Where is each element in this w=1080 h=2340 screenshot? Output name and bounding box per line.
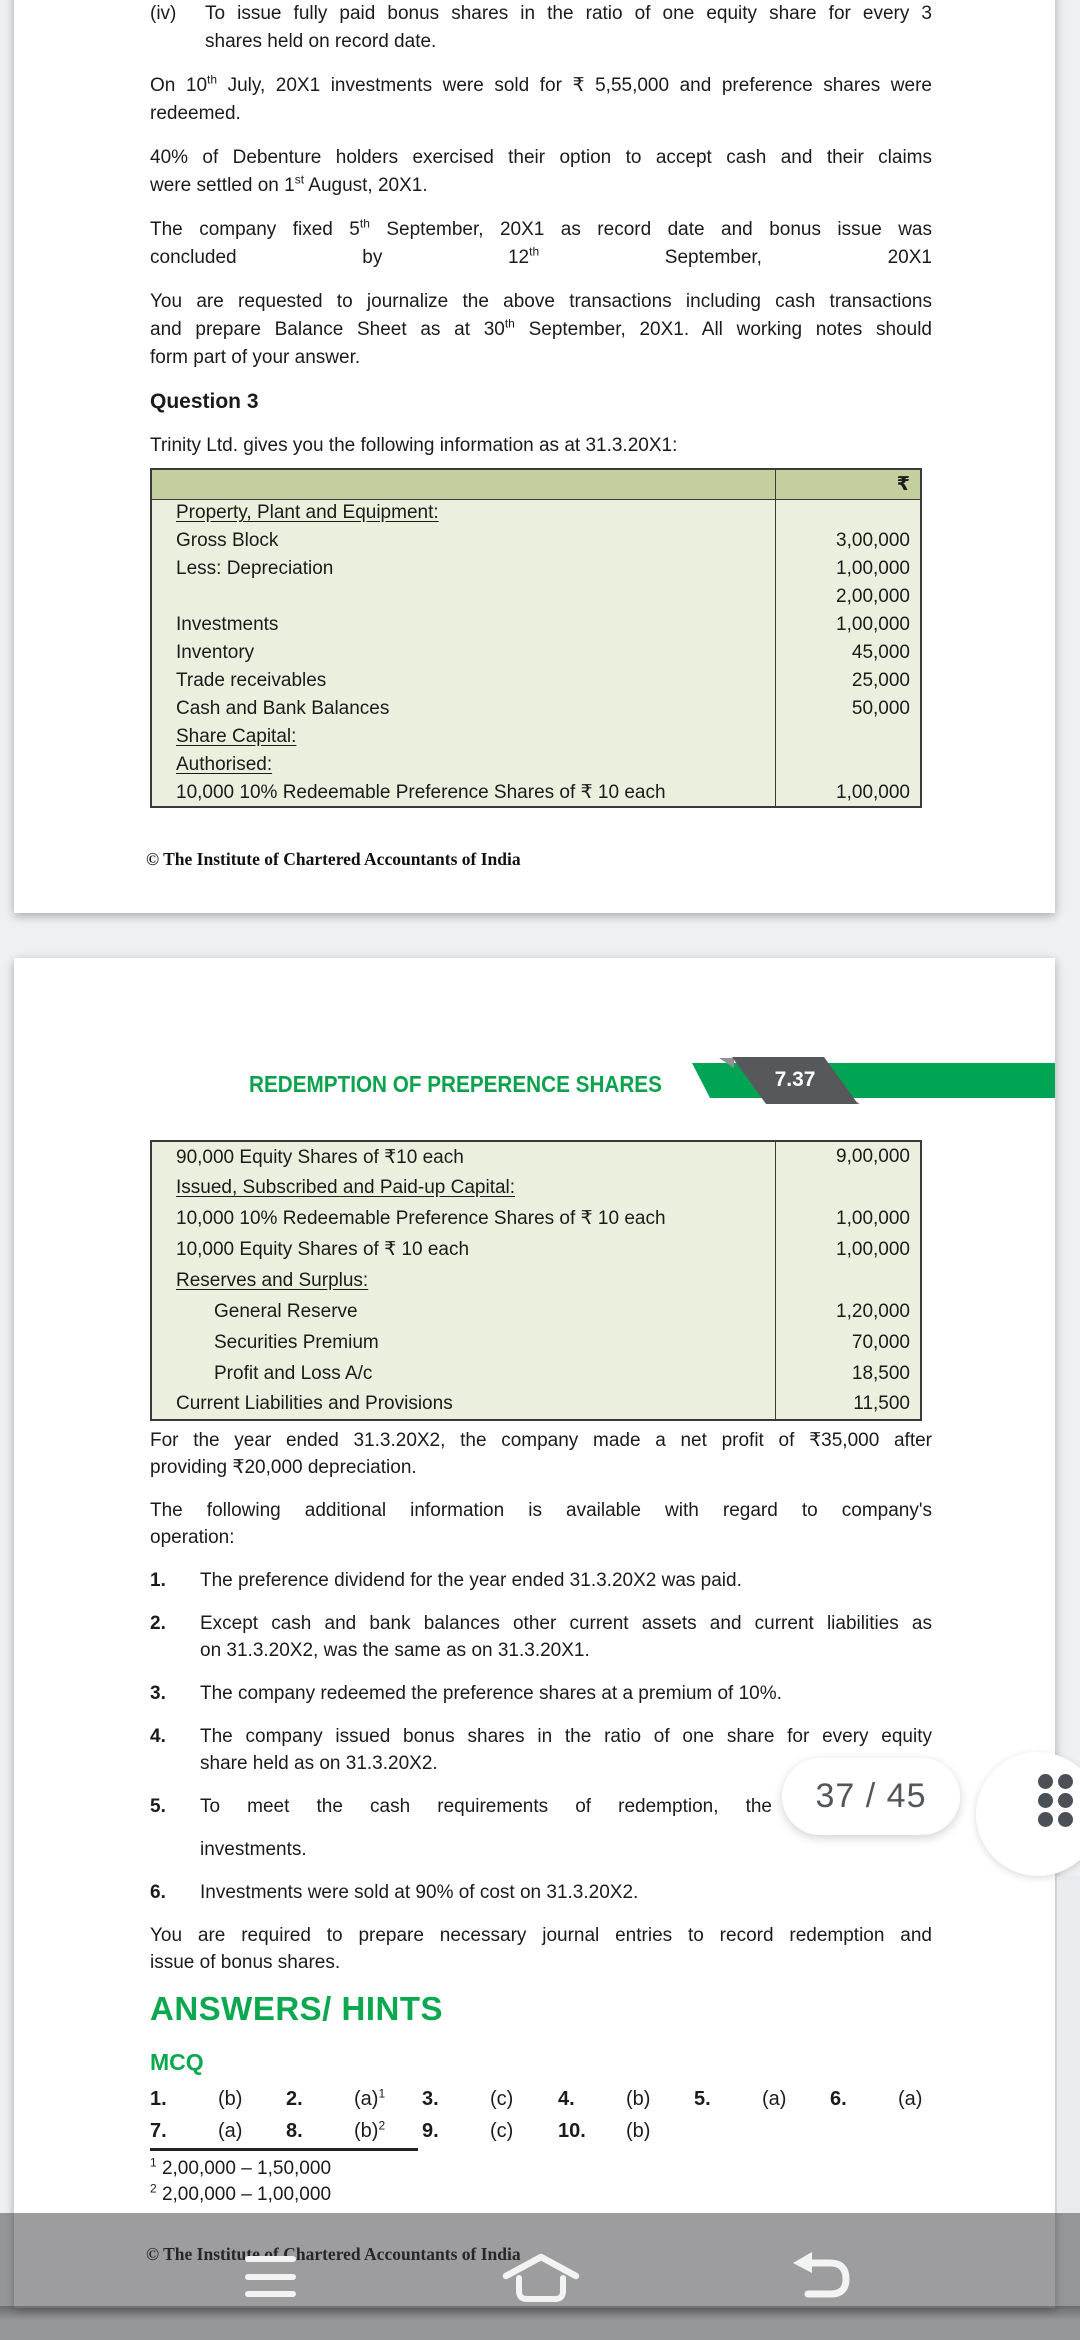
para-journalize-line2: and prepare Balance Sheet as at 30th September, 20X1. All working notes should xyxy=(150,316,932,340)
table-row: Issued, Subscribed and Paid-up Capital: xyxy=(151,1172,921,1203)
nav-back-button[interactable] xyxy=(786,2246,856,2305)
para-additional-line1: The following additional information is available with regard to company's xyxy=(150,1500,932,1521)
table-row: Cash and Bank Balances 50,000 xyxy=(151,695,921,723)
item-6-text: Investments were sold at 90% of cost on 31.3.20X2. xyxy=(200,1882,639,1903)
table-row: Securities Premium 70,000 xyxy=(151,1327,921,1358)
item-5-text-line1: To meet the cash requirements of redemption, the xyxy=(200,1796,772,1817)
item-1-number: 1. xyxy=(150,1570,166,1591)
table-row: Trade receivables 25,000 xyxy=(151,667,921,695)
para-july-line1: On 10th July, 20X1 investments were sold for ₹ 5,55,000 and preference shares were xyxy=(150,72,932,96)
para-additional-line2: operation: xyxy=(150,1527,235,1548)
more-options-dots-icon xyxy=(1038,1774,1053,1789)
home-icon xyxy=(501,2251,581,2303)
item-3-text: The company redeemed the preference shares at a premium of 10%. xyxy=(200,1683,782,1704)
para-iv-line1: To issue fully paid bonus shares in the ratio of one equity share for every 3 xyxy=(205,3,932,24)
item-4-text-line1: The company issued bonus shares in the ratio of one share for every equity xyxy=(200,1726,932,1747)
nav-menu-button[interactable] xyxy=(245,2256,296,2297)
answers-hints-heading: ANSWERS/ HINTS xyxy=(150,1990,444,2027)
list-marker-iv: (iv) xyxy=(150,3,177,24)
android-navigation-bar xyxy=(0,2213,1080,2340)
balance-table-1 xyxy=(150,468,922,808)
para-journalize-line1: You are requested to journalize the above transactions including cash transactions xyxy=(150,291,932,312)
item-3-number: 3. xyxy=(150,1683,166,1704)
table-header-row xyxy=(151,469,921,499)
question-3-intro: Trinity Ltd. gives you the following information as at 31.3.20X1: xyxy=(150,435,678,456)
item-4-number: 4. xyxy=(150,1726,166,1747)
table-row: 10,000 10% Redeemable Preference Shares of ₹ 10 each 1,00,000 xyxy=(151,779,921,807)
table-row-subtotal: 2,00,000 xyxy=(151,583,921,611)
item-5-text-line2: investments. xyxy=(200,1839,307,1860)
chapter-page-number: 7.37 xyxy=(774,1068,816,1091)
para-profit-line2: providing ₹20,000 depreciation. xyxy=(150,1457,417,1478)
footnote-1: $^1$ 2,00,000 – 1,50,000 xyxy=(150,2155,332,2179)
para-iv-line2: shares held on record date. xyxy=(205,31,437,52)
table-row: Current Liabilities and Provisions 11,500 xyxy=(151,1389,921,1420)
menu-icon xyxy=(245,2256,296,2262)
item-2-text-line1: Except cash and bank balances other current assets and current liabilities as xyxy=(200,1613,932,1634)
para-record-line2: concluded by 12th September, 20X1 xyxy=(150,244,932,268)
page-indicator-pill[interactable] xyxy=(782,1758,960,1835)
para-profit-line1: For the year ended 31.3.20X2, the company made a net profit of ₹35,000 after xyxy=(150,1430,932,1451)
para-july-line2: redeemed. xyxy=(150,103,241,124)
table-row: Share Capital: xyxy=(151,723,921,751)
item-6-number: 6. xyxy=(150,1882,166,1903)
mcq-answers-row2: 7. (a) 8. $(b)^2$ 9. (c) 10. (b) xyxy=(150,2118,651,2142)
para-debenture-line1: 40% of Debenture holders exercised their option to accept cash and their claims xyxy=(150,147,932,168)
item-4-text-line2: share held as on 31.3.20X2. xyxy=(200,1753,438,1774)
table-row: Inventory 45,000 xyxy=(151,639,921,667)
footnote-2: $^2$ 2,00,000 – 1,00,000 xyxy=(150,2181,332,2205)
item-2-number: 2. xyxy=(150,1613,166,1634)
para-record-line1: The company fixed 5th September, 20X1 as record date and bonus issue was xyxy=(150,216,932,240)
table-row: Authorised: xyxy=(151,751,921,779)
item-5-number: 5. xyxy=(150,1796,166,1817)
currency-header: ₹ xyxy=(776,469,922,499)
table-row: 90,000 Equity Shares of ₹10 each 9,00,000 xyxy=(151,1141,921,1172)
back-icon xyxy=(786,2246,856,2300)
table-row: Property, Plant and Equipment: xyxy=(151,499,921,527)
table-row: Less: Depreciation 1,00,000 xyxy=(151,555,921,583)
table-row: Reserves and Surplus: xyxy=(151,1265,921,1296)
table-row: Investments 1,00,000 xyxy=(151,611,921,639)
table-row: General Reserve 1,20,000 xyxy=(151,1296,921,1327)
page-indicator-label: 37 / 45 xyxy=(815,1777,927,1815)
table-row: Profit and Loss A/c 18,500 xyxy=(151,1358,921,1389)
page-bottom-shadow xyxy=(0,2306,1080,2320)
nav-home-button[interactable] xyxy=(501,2251,581,2308)
mcq-answers-row1: 1. (b) 2. $(a)^1$ 3. (c) 4. (b) 5. (a) 6. (a) xyxy=(150,2086,923,2110)
para-debenture-line2: were settled on 1st August, 20X1. xyxy=(150,172,428,196)
balance-table-2 xyxy=(150,1140,922,1421)
item-1-text: The preference dividend for the year ended 31.3.20X2 was paid. xyxy=(200,1570,742,1591)
para-closing-line1: You are required to prepare necessary journal entries to record redemption and xyxy=(150,1925,932,1946)
copyright-footer-page1: © The Institute of Chartered Accountants of India xyxy=(146,849,521,869)
mcq-heading: MCQ xyxy=(150,2049,204,2075)
footnote-divider xyxy=(150,2148,418,2151)
item-2-text-line2: on 31.3.20X2, was the same as on 31.3.20X1. xyxy=(200,1640,590,1661)
chapter-title: REDEMPTION OF PREPERENCE SHARES xyxy=(249,1071,662,1097)
table-row: Gross Block 3,00,000 xyxy=(151,527,921,555)
para-journalize-line3: form part of your answer. xyxy=(150,347,361,368)
scrollbar[interactable] xyxy=(1057,1876,1080,2213)
para-closing-line2: issue of bonus shares. xyxy=(150,1952,341,1973)
table-row: 10,000 Equity Shares of ₹ 10 each 1,00,000 xyxy=(151,1234,921,1265)
table-row: 10,000 10% Redeemable Preference Shares of ₹ 10 each 1,00,000 xyxy=(151,1203,921,1234)
question-3-heading: Question 3 xyxy=(150,390,259,413)
